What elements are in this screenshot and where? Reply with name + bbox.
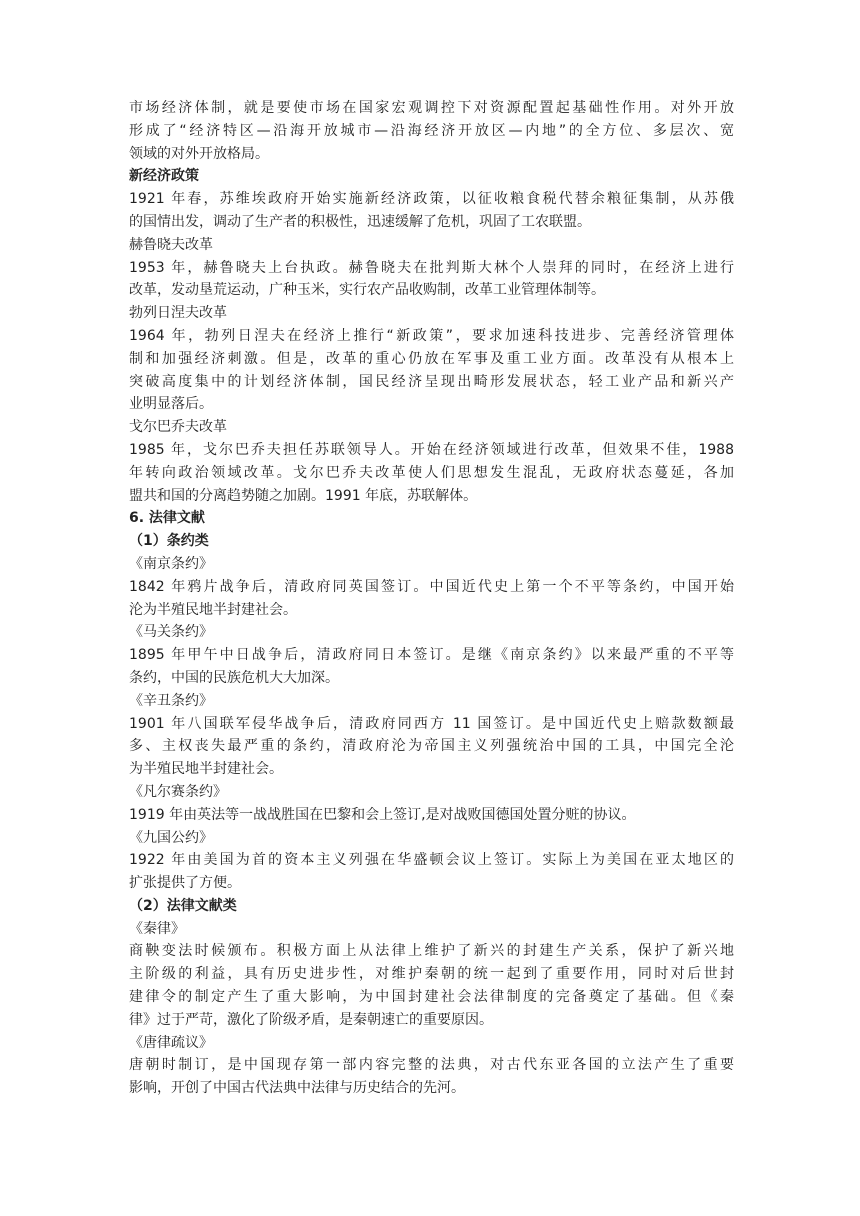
text-line: 1922 年由美国为首的资本主义列强在华盛顿会议上签订。实际上为美国在亚太地区的: [129, 852, 734, 869]
section-heading: （1）条约类: [129, 533, 209, 550]
text-line: 《秦律》: [129, 920, 185, 937]
text-line: 扩张提供了方便。: [129, 875, 241, 892]
text-line: 改革，发动垦荒运动，广种玉米，实行农产品收购制，改革工业管理体制等。: [129, 282, 605, 299]
text-line: 1985 年，戈尔巴乔夫担任苏联领导人。开始在经济领域进行改革，但效果不佳，1988: [129, 441, 734, 458]
text-line: 1964 年，勃列日涅夫在经济上推行“新政策”，要求加速科技进步、完善经济管理体: [129, 327, 734, 344]
text-line: 《马关条约》: [129, 624, 213, 641]
text-line: 形成了“经济特区—沿海开放城市—沿海经济开放区—内地”的全方位、多层次、宽: [129, 122, 734, 139]
text-line: 唐朝时制订，是中国现存第一部内容完整的法典，对古代东亚各国的立法产生了重要: [129, 1057, 734, 1074]
text-line: 突破高度集中的计划经济体制，国民经济呈现出畸形发展状态，轻工业产品和新兴产: [129, 373, 734, 390]
text-line: 1895 年甲午中日战争后，清政府同日本签订。是继《南京条约》以来最严重的不平等: [129, 647, 734, 664]
text-line: 为半殖民地半封建社会。: [129, 761, 283, 778]
text-line: 盟共和国的分离趋势随之加剧。1991 年底，苏联解体。: [129, 487, 478, 504]
text-line: 律》过于严苛，激化了阶级矛盾，是秦朝速亡的重要原因。: [129, 1011, 493, 1028]
text-line: 《九国公约》: [129, 829, 213, 846]
text-line: 戈尔巴乔夫改革: [129, 419, 227, 436]
text-line: 商鞅变法时候颁布。积极方面上从法律上维护了新兴的封建生产关系，保护了新兴地: [129, 943, 734, 960]
text-line: 《南京条约》: [129, 555, 213, 572]
text-line: 年转向政治领域改革。戈尔巴乔夫改革使人们思想发生混乱，无政府状态蔓延，各加: [129, 464, 734, 481]
text-line: 建律令的制定产生了重大影响，为中国封建社会法律制度的完备奠定了基础。但《秦: [129, 989, 734, 1006]
text-line: 条约，中国的民族危机大大加深。: [129, 669, 339, 686]
section-heading: 6. 法律文献: [129, 510, 205, 527]
text-line: 1842 年鸦片战争后，清政府同英国签订。中国近代史上第一个不平等条约，中国开始: [129, 578, 734, 595]
text-line: 1953 年，赫鲁晓夫上台执政。赫鲁晓夫在批判斯大林个人崇拜的同时，在经济上进行: [129, 259, 734, 276]
text-line: 市场经济体制，就是要使市场在国家宏观调控下对资源配置起基础性作用。对外开放: [129, 100, 734, 116]
text-line: 业明显落后。: [129, 396, 213, 413]
text-line: 多、主权丧失最严重的条约，清政府沦为帝国主义列强统治中国的工具，中国完全沦: [129, 738, 734, 755]
text-line: 制和加强经济刺激。但是，改革的重心仍放在军事及重工业方面。改革没有从根本上: [129, 350, 734, 367]
text-line: 沦为半殖民地半封建社会。: [129, 601, 297, 618]
text-line: 《辛丑条约》: [129, 692, 213, 709]
text-line: 勃列日涅夫改革: [129, 305, 227, 322]
section-heading: （2）法律文献类: [129, 897, 237, 914]
text-line: 赫鲁晓夫改革: [129, 236, 213, 253]
text-line: 主阶级的利益，具有历史进步性，对维护秦朝的统一起到了重要作用，同时对后世封: [129, 966, 734, 983]
text-line: 领域的对外开放格局。: [129, 145, 269, 162]
text-line: 1921 年春，苏维埃政府开始实施新经济政策，以征收粮食税代替余粮征集制，从苏俄: [129, 191, 734, 208]
document-page: [129, 97, 734, 1100]
text-line: 的国情出发，调动了生产者的积极性，迅速缓解了危机，巩固了工农联盟。: [129, 213, 591, 230]
text-line: 1901 年八国联军侵华战争后，清政府同西方 11 国签订。是中国近代史上赔款数额最: [129, 715, 734, 732]
text-line: 《凡尔赛条约》: [129, 783, 227, 800]
text-line: 1919 年由英法等一战战胜国在巴黎和会上签订,是对战败国德国处置分赃的协议。: [129, 806, 636, 823]
text-line: 《唐律疏议》: [129, 1034, 213, 1051]
text-line: 影响，开创了中国古代法典中法律与历史结合的先河。: [129, 1080, 465, 1097]
section-heading: 新经济政策: [129, 168, 199, 185]
